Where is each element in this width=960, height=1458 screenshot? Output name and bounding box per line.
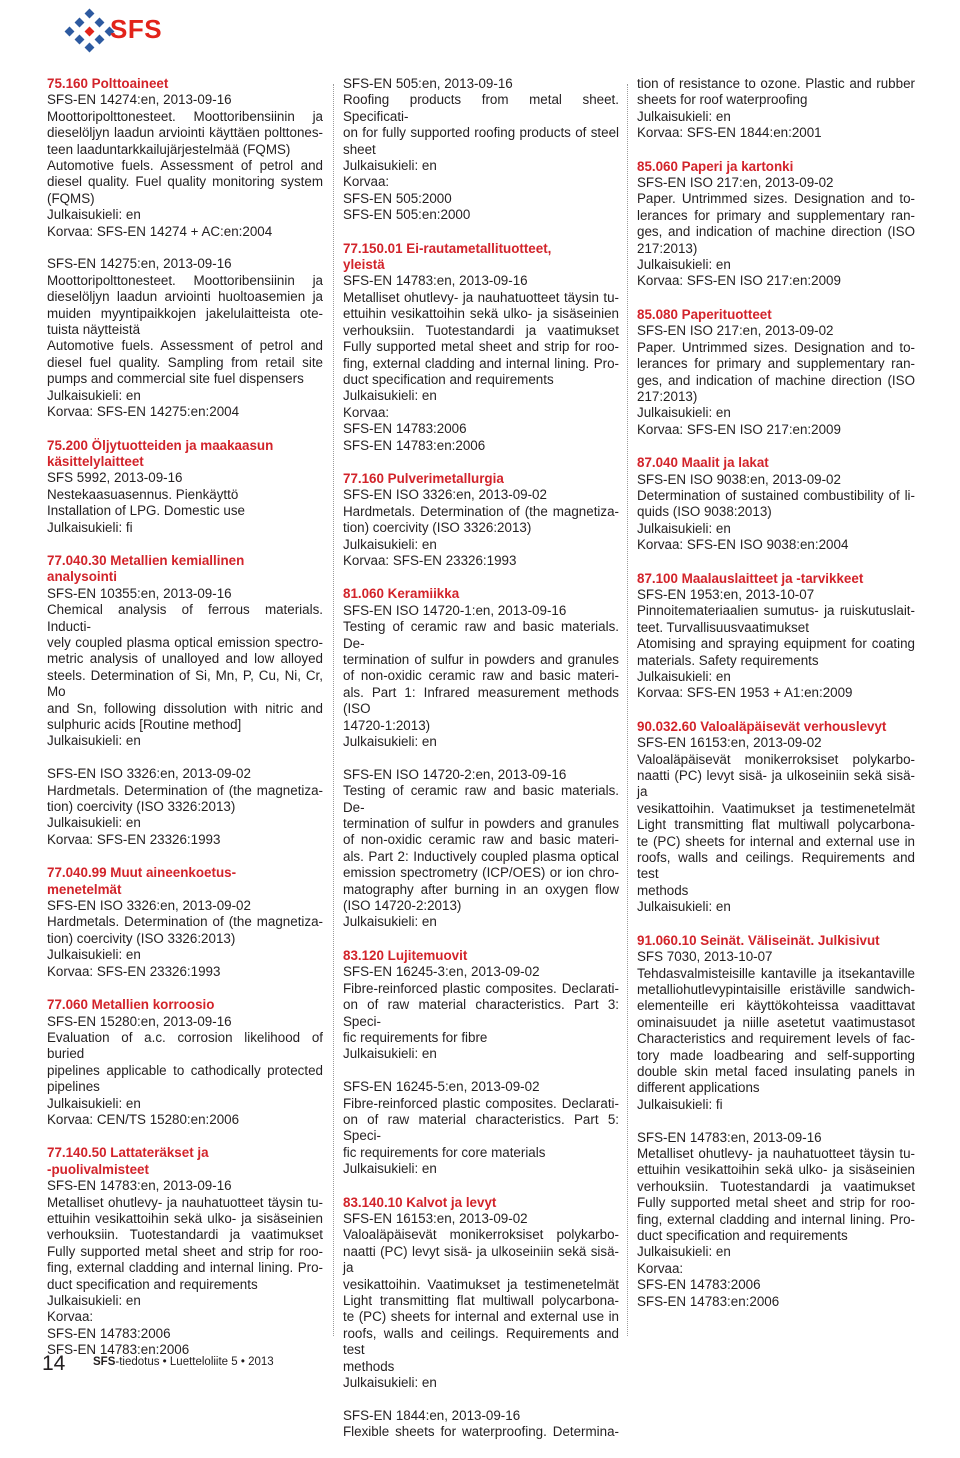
entry-line: SFS 7030, 2013-10-07 [637, 949, 773, 965]
entry-line: (ISO 14720-2:2013) [343, 898, 462, 914]
entry-line: Light transmitting flat multiwall polycarbona- [343, 1293, 619, 1308]
entry-line: pumps and commercial site fuel dispensers [47, 371, 304, 387]
entry-line: SFS-EN ISO 9038:en, 2013-09-02 [637, 471, 841, 487]
entry-line: Julkaisukieli: en [343, 1375, 437, 1391]
column-divider [333, 84, 334, 1336]
section-heading: 75.200 Öljytuotteiden ja maakaasun [47, 437, 274, 453]
entry-line: Julkaisukieli: en [47, 815, 141, 831]
catalog-section [637, 455, 915, 553]
entry-line: SFS-EN ISO 3326:en, 2013-09-02 [343, 487, 547, 503]
entry-line: matography after burning in an oxygen flow [343, 881, 619, 897]
entry-line: tion) coercivity (ISO 3326:2013) [47, 930, 236, 946]
entry-line: SFS-EN 14783:en:2006 [47, 1342, 190, 1358]
entry-line: Korvaa: [47, 1309, 94, 1325]
entry-line: SFS-EN 505:en, 2013-09-16 [343, 76, 513, 91]
catalog-section [47, 76, 323, 421]
section-heading: 83.140.10 Kalvot ja levyt [343, 1194, 497, 1210]
entry-line: Julkaisukieli: en [47, 387, 141, 403]
column-2 [343, 76, 619, 1458]
section-heading: 75.160 Polttoaineet [47, 76, 169, 91]
entry-line: roofs, walls and ceilings. Requirements and test [637, 850, 915, 882]
entry-line: metalliohutlevypintaisille eristäville sandwich- [637, 981, 915, 997]
entry-line: SFS-EN 16153:en, 2013-09-02 [637, 735, 822, 751]
entry-line: Hardmetals. Determination of (the magnetiza- [47, 914, 323, 930]
entry-line: dieselöljyn laadun arviointi huoltoasemien ja [47, 289, 323, 305]
publication-detail: -tiedotus • Luetteloliite 5 • 2013 [115, 1356, 274, 1368]
catalog-section [47, 553, 323, 848]
entry-line: lerances for primary and supplementary ran- [637, 207, 915, 223]
entry-line: on of raw material characteristics. Part 3: Speci- [343, 997, 619, 1029]
entry-line: Korvaa: CEN/TS 15280:en:2006 [47, 1111, 240, 1127]
entry-line: SFS-EN 14275:en, 2013-09-16 [47, 256, 232, 272]
entry-line: als. Part 2: Inductively coupled plasma optical [343, 848, 619, 864]
section-heading: 77.160 Pulverimetallurgia [343, 470, 504, 486]
entry-line: SFS-EN ISO 3326:en, 2013-09-02 [47, 898, 251, 914]
entry-line: SFS-EN 16245-3:en, 2013-09-02 [343, 964, 540, 980]
entry-line: 217:2013) [637, 240, 698, 256]
entry-line: tion) coercivity (ISO 3326:2013) [343, 520, 532, 536]
entry-line: SFS-EN 16245-5:en, 2013-09-02 [343, 1079, 540, 1095]
section-heading: 77.140.50 Lattateräkset ja [47, 1145, 209, 1161]
entry-spacer [343, 1063, 619, 1079]
entry-line: SFS-EN 14783:en, 2013-09-16 [47, 1178, 232, 1194]
entry-line: duct specification and requirements [343, 371, 554, 387]
entry-line: termination of sulfur in powders and granules [343, 652, 619, 667]
section-heading: 77.040.99 Muut aineenkoetus- [47, 865, 237, 881]
entry-line: Julkaisukieli: fi [637, 1096, 723, 1112]
entry-line: tion of resistance to ozone. Plastic and rubber [637, 76, 915, 91]
entry-spacer [47, 750, 323, 766]
entry-line: SFS-EN 14783:en:2006 [637, 1293, 780, 1309]
entry-line: Julkaisukieli: en [637, 1244, 731, 1260]
entry-line: Julkaisukieli: en [637, 405, 731, 421]
catalog-section [343, 241, 619, 454]
entry-line: Julkaisukieli: en [343, 914, 437, 930]
entry-line: SFS-EN 505:en:2000 [343, 207, 471, 223]
section-heading: 85.080 Paperituotteet [637, 306, 772, 322]
catalog-section [343, 1195, 619, 1441]
entry-line: tion) coercivity (ISO 3326:2013) [47, 799, 236, 815]
entry-line: Automotive fuels. Assessment of petrol and [47, 338, 323, 354]
entry-line: Flexible sheets for waterproofing. Determina- [343, 1424, 619, 1440]
entry-line: SFS-EN 14783:en, 2013-09-16 [637, 1129, 822, 1145]
entry-line: Moottoripolttonesteet. Moottoribensiinin ja [47, 108, 323, 124]
entry-line: SFS-EN 15280:en, 2013-09-16 [47, 1013, 232, 1029]
entry-line: Paper. Untrimmed sizes. Designation and to- [637, 191, 915, 207]
entry-line: emission spectrometry (ICP/OES) or ion chro- [343, 865, 619, 881]
section-heading: 90.032.60 Valoaläpäisevät verhouslevyt [637, 718, 887, 734]
entry-line: SFS-EN 14783:en, 2013-09-16 [343, 273, 528, 289]
entry-line: fic requirements for core materials [343, 1144, 546, 1160]
entry-line: teen laaduntarkkailujärjestelmää (FQMS) [47, 141, 291, 157]
entry-line: of non-oxidic ceramic raw and basic materi- [343, 668, 619, 684]
entry-line: als. Part 1: Infrared measurement methods (ISO [343, 684, 619, 717]
entry-line: vesikattoihin. Vaatimukset ja testimenetelmät [343, 1276, 619, 1292]
entry-line: on for fully supported roofing products of steel [343, 125, 619, 141]
entry-line: Metalliset ohutlevy- ja nauhatuotteet täysin tu- [47, 1194, 323, 1210]
entry-spacer [47, 240, 323, 256]
section-heading: menetelmät [47, 881, 122, 897]
entry-line: ominaisuudet ja niille asetetut vaatimustasot [637, 1014, 915, 1030]
catalog-section [343, 471, 619, 569]
entry-line: Korvaa: SFS-EN ISO 9038:en:2004 [637, 537, 849, 553]
section-heading: 77.040.30 Metallien kemiallinen [47, 552, 245, 568]
entry-line: Metalliset ohutlevy- ja nauhatuotteet täysin tu- [343, 289, 619, 305]
catalog-section [343, 586, 619, 931]
catalog-section [47, 438, 323, 536]
entry-line: Hardmetals. Determination of (the magnetiza- [343, 503, 619, 519]
section-heading: 87.040 Maalit ja lakat [637, 455, 769, 471]
entry-line: sulphuric acids [Routine method] [47, 717, 242, 733]
entry-line: steels. Determination of Si, Mn, P, Cu, Ni, Cr, Mo [47, 667, 323, 700]
section-heading: käsittelylaitteet [47, 453, 144, 469]
entry-line: sheet [343, 141, 376, 157]
column-divider [627, 84, 628, 1336]
entry-line: Korvaa: [343, 404, 390, 420]
entry-line: Installation of LPG. Domestic use [47, 503, 245, 519]
entry-line: Roofing products from metal sheet. Specificati- [343, 92, 619, 124]
entry-line: Evaluation of a.c. corrosion likelihood of buried [47, 1029, 323, 1062]
entry-line: Julkaisukieli: en [343, 388, 437, 404]
entry-line: naatti (PC) levyt sisä- ja ulkoseiniin sekä sisä- ja [343, 1243, 619, 1276]
entry-line: metric analysis of unalloyed and low alloyed [47, 651, 323, 667]
page-number: 14 [42, 1352, 66, 1375]
entry-line: SFS-EN 505:2000 [343, 190, 452, 206]
entry-line: verhouksiin. Tuotestandardi ja vaatimukset [47, 1227, 323, 1243]
entry-line: ges, and indication of machine direction (ISO [637, 372, 915, 388]
entry-line: and Sn, following dissolution with nitric and [47, 700, 323, 716]
catalog-section [343, 948, 619, 1178]
section-heading: analysointi [47, 569, 117, 585]
entry-line: different applications [637, 1080, 760, 1096]
entry-line: SFS-EN 1844:en, 2013-09-16 [343, 1407, 521, 1423]
entry-line: Metalliset ohutlevy- ja nauhatuotteet täysin tu- [637, 1145, 915, 1161]
entry-line: Julkaisukieli: en [343, 158, 437, 174]
entry-line: Julkaisukieli: en [47, 1095, 141, 1111]
entry-line: of non-oxidic ceramic raw and basic materi- [343, 832, 619, 848]
entry-line: Testing of ceramic raw and basic materials. De- [343, 783, 619, 815]
entry-line: Korvaa: SFS-EN 14275:en:2004 [47, 404, 240, 420]
entry-line: tuista näytteistä [47, 322, 141, 338]
entry-line: Korvaa: SFS-EN ISO 217:en:2009 [637, 273, 841, 289]
entry-line: on of raw material characteristics. Part 5: Speci- [343, 1111, 619, 1144]
entry-line: Valoaläpäisevät monikerroksiset polykarbo- [637, 751, 915, 767]
entry-line: fic requirements for fibre [343, 1029, 488, 1045]
logo-text: SFS [110, 14, 163, 44]
entry-line: elementeille eri käyttökohteissa vaadittavat [637, 998, 915, 1014]
entry-line: SFS-EN ISO 14720-2:en, 2013-09-16 [343, 766, 567, 782]
entry-line: SFS-EN 14783:en:2006 [343, 437, 486, 453]
entry-line: SFS-EN 14783:2006 [47, 1325, 171, 1341]
entry-line: naatti (PC) levyt sisä- ja ulkoseiniin sekä sisä- ja [637, 768, 915, 800]
entry-line: tory made loadbearing and self-supporting [637, 1047, 915, 1063]
column-3 [637, 76, 915, 1327]
entry-spacer [637, 1113, 915, 1129]
catalog-section [637, 719, 915, 916]
entry-line: ettuihin vesikattoihin sekä ulko- ja sisäseinien [47, 1210, 323, 1226]
entry-line: SFS-EN ISO 3326:en, 2013-09-02 [47, 766, 251, 782]
entry-line: Korvaa: SFS-EN 1844:en:2001 [637, 125, 822, 141]
catalog-section [637, 76, 915, 142]
catalog-section [47, 865, 323, 980]
entry-line: Pinnoitemateriaalien sumutus- ja ruiskutuslait- [637, 603, 915, 619]
entry-line: Korvaa: SFS-EN 23326:1993 [343, 552, 517, 568]
entry-line: Julkaisukieli: en [343, 1046, 437, 1062]
entry-line: (FQMS) [47, 190, 95, 206]
entry-line: methods [637, 882, 689, 898]
entry-line: dieselöljyn laadun arviointi käyttäen polttones- [47, 125, 323, 141]
entry-line: Testing of ceramic raw and basic materials. De- [343, 619, 619, 651]
entry-line: Fully supported metal sheet and strip for roo- [343, 339, 619, 355]
entry-line: Fully supported metal sheet and strip for roo- [47, 1243, 323, 1259]
entry-line: fing, external cladding and internal lining. Pro- [637, 1211, 915, 1227]
entry-line: Atomising and spraying equipment for coating [637, 636, 915, 652]
column-1 [47, 76, 323, 1376]
entry-line: SFS-EN 10355:en, 2013-09-16 [47, 585, 232, 601]
entry-line: Moottoripolttonesteet. Moottoribensiinin ja [47, 272, 323, 288]
entry-line: ettuihin vesikattoihin sekä ulko- ja sisäseinien [343, 306, 619, 322]
entry-line: SFS-EN 1953:en, 2013-10-07 [637, 586, 815, 602]
entry-spacer [343, 750, 619, 766]
entry-line: Korvaa: [637, 1260, 684, 1276]
section-heading: 77.150.01 Ei-rautametallituotteet, [343, 240, 552, 256]
entry-line: Julkaisukieli: en [637, 669, 731, 684]
catalog-section [47, 997, 323, 1128]
entry-line: Hardmetals. Determination of (the magnetiza- [47, 782, 323, 798]
entry-line: Chemical analysis of ferrous materials. Inducti- [47, 602, 323, 634]
entry-line: Nestekaasuasennus. Pienkäyttö [47, 486, 239, 502]
entry-line: Tehdasvalmisteisille kantaville ja itsekantaville [637, 965, 915, 981]
entry-line: Julkaisukieli: en [637, 257, 731, 273]
entry-line: Julkaisukieli: en [47, 947, 141, 963]
entry-line: SFS-EN ISO 14720-1:en, 2013-09-16 [343, 602, 567, 618]
section-heading: 77.060 Metallien korroosio [47, 997, 215, 1013]
entry-line: SFS-EN 16153:en, 2013-09-02 [343, 1210, 528, 1226]
entry-line: Julkaisukieli: en [637, 520, 731, 536]
entry-line: duct specification and requirements [637, 1227, 848, 1243]
entry-line: diesel quality. Fuel quality monitoring system [47, 174, 323, 190]
catalog-section [637, 571, 915, 702]
entry-line: SFS-EN ISO 217:en, 2013-09-02 [637, 175, 834, 191]
entry-line: Fully supported metal sheet and strip for roo- [637, 1195, 915, 1211]
catalog-section [637, 933, 915, 1310]
entry-line: Korvaa: SFS-EN 23326:1993 [47, 831, 221, 847]
section-heading: 87.100 Maalauslaitteet ja -tarvikkeet [637, 570, 864, 586]
publication-brand: SFS [93, 1356, 116, 1368]
entry-line: Determination of sustained combustibility of li- [637, 487, 915, 503]
entry-line: Julkaisukieli: en [637, 899, 731, 915]
entry-line: te (PC) sheets for internal and external use in [637, 833, 915, 849]
entry-spacer [343, 1391, 619, 1407]
entry-line: methods [343, 1358, 395, 1374]
section-heading: 81.060 Keramiikka [343, 586, 460, 602]
entry-line: Fibre-reinforced plastic composites. Declarati- [343, 1095, 619, 1111]
entry-line: verhouksiin. Tuotestandardi ja vaatimukset [343, 322, 619, 338]
section-heading: 85.060 Paperi ja kartonki [637, 158, 794, 174]
entry-line: Light transmitting flat multiwall polycarbona- [637, 817, 915, 833]
catalog-section [343, 76, 619, 224]
entry-line: vesikattoihin. Vaatimukset ja testimenetelmät [637, 800, 915, 816]
entry-line: Julkaisukieli: en [637, 108, 731, 124]
entry-line: 14720-1:2013) [343, 717, 431, 733]
entry-line: diesel fuel quality. Sampling from retail site [47, 354, 323, 370]
entry-line: teet. Turvallisuusvaatimukset [637, 619, 809, 635]
section-heading: 91.060.10 Seinät. Väliseinät. Julkisivut [637, 932, 880, 948]
catalog-section [637, 307, 915, 438]
entry-line: SFS-EN 14274:en, 2013-09-16 [47, 92, 232, 108]
catalog-section [47, 1145, 323, 1358]
entry-line: vely coupled plasma optical emission spectro- [47, 634, 323, 650]
entry-line: double skin metal faced insulating panels in [637, 1063, 915, 1079]
entry-line: SFS-EN 14783:2006 [343, 421, 467, 437]
publication-info [93, 1356, 274, 1368]
entry-line: muiden myyntipaikkojen jakelulaitteista ote- [47, 305, 323, 321]
entry-line: Julkaisukieli: en [343, 734, 437, 750]
section-heading: 83.120 Lujitemuovit [343, 947, 468, 963]
entry-line: roofs, walls and ceilings. Requirements and test [343, 1325, 619, 1358]
entry-line: ges, and indication of machine direction (ISO [637, 224, 915, 240]
entry-line: Julkaisukieli: en [47, 733, 141, 749]
entry-line: lerances for primary and supplementary ran- [637, 356, 915, 372]
entry-line: 217:2013) [637, 388, 698, 404]
entry-line: verhouksiin. Tuotestandardi ja vaatimukset [637, 1178, 915, 1194]
entry-line: Korvaa: SFS-EN 23326:1993 [47, 963, 221, 979]
entry-line: Fibre-reinforced plastic composites. Declarati- [343, 980, 619, 996]
entry-line: Valoaläpäisevät monikerroksiset polykarbo- [343, 1227, 619, 1243]
entry-line: Automotive fuels. Assessment of petrol and [47, 158, 323, 174]
entry-line: SFS 5992, 2013-09-16 [47, 470, 183, 486]
entry-line: Julkaisukieli: fi [47, 519, 133, 535]
entry-line: Julkaisukieli: en [343, 1161, 437, 1177]
entry-line: ettuihin vesikattoihin sekä ulko- ja sisäseinien [637, 1162, 915, 1178]
entry-line: fing, external cladding and internal lining. Pro- [47, 1260, 323, 1276]
entry-line: Julkaisukieli: en [47, 1293, 141, 1308]
entry-line: Julkaisukieli: en [47, 207, 141, 223]
entry-line: Paper. Untrimmed sizes. Designation and to- [637, 339, 915, 355]
entry-line: Korvaa: [343, 174, 390, 190]
entry-line: materials. Safety requirements [637, 652, 819, 668]
entry-line: Julkaisukieli: en [343, 536, 437, 552]
entry-line: te (PC) sheets for internal and external use in [343, 1309, 619, 1325]
entry-line: pipelines applicable to cathodically protected [47, 1062, 323, 1078]
entry-line: fing, external cladding and internal lining. Pro- [343, 355, 619, 371]
entry-line: sheets for roof waterproofing [637, 92, 808, 108]
entry-line: duct specification and requirements [47, 1276, 258, 1292]
entry-line: SFS-EN ISO 217:en, 2013-09-02 [637, 323, 834, 339]
entry-line: termination of sulfur in powders and granules [343, 816, 619, 832]
entry-line: SFS-EN 14783:2006 [637, 1277, 761, 1293]
section-heading: -puolivalmisteet [47, 1161, 149, 1177]
entry-line: Characteristics and requirement levels of fac- [637, 1031, 915, 1047]
entry-line: quids (ISO 9038:2013) [637, 504, 772, 520]
entry-line: Korvaa: SFS-EN 1953 + A1:en:2009 [637, 685, 853, 701]
entry-line: Korvaa: SFS-EN ISO 217:en:2009 [637, 421, 841, 437]
catalog-section [637, 159, 915, 290]
entry-line: Korvaa: SFS-EN 14274 + AC:en:2004 [47, 223, 273, 239]
entry-line: pipelines [47, 1079, 100, 1095]
section-heading: yleistä [343, 257, 385, 273]
